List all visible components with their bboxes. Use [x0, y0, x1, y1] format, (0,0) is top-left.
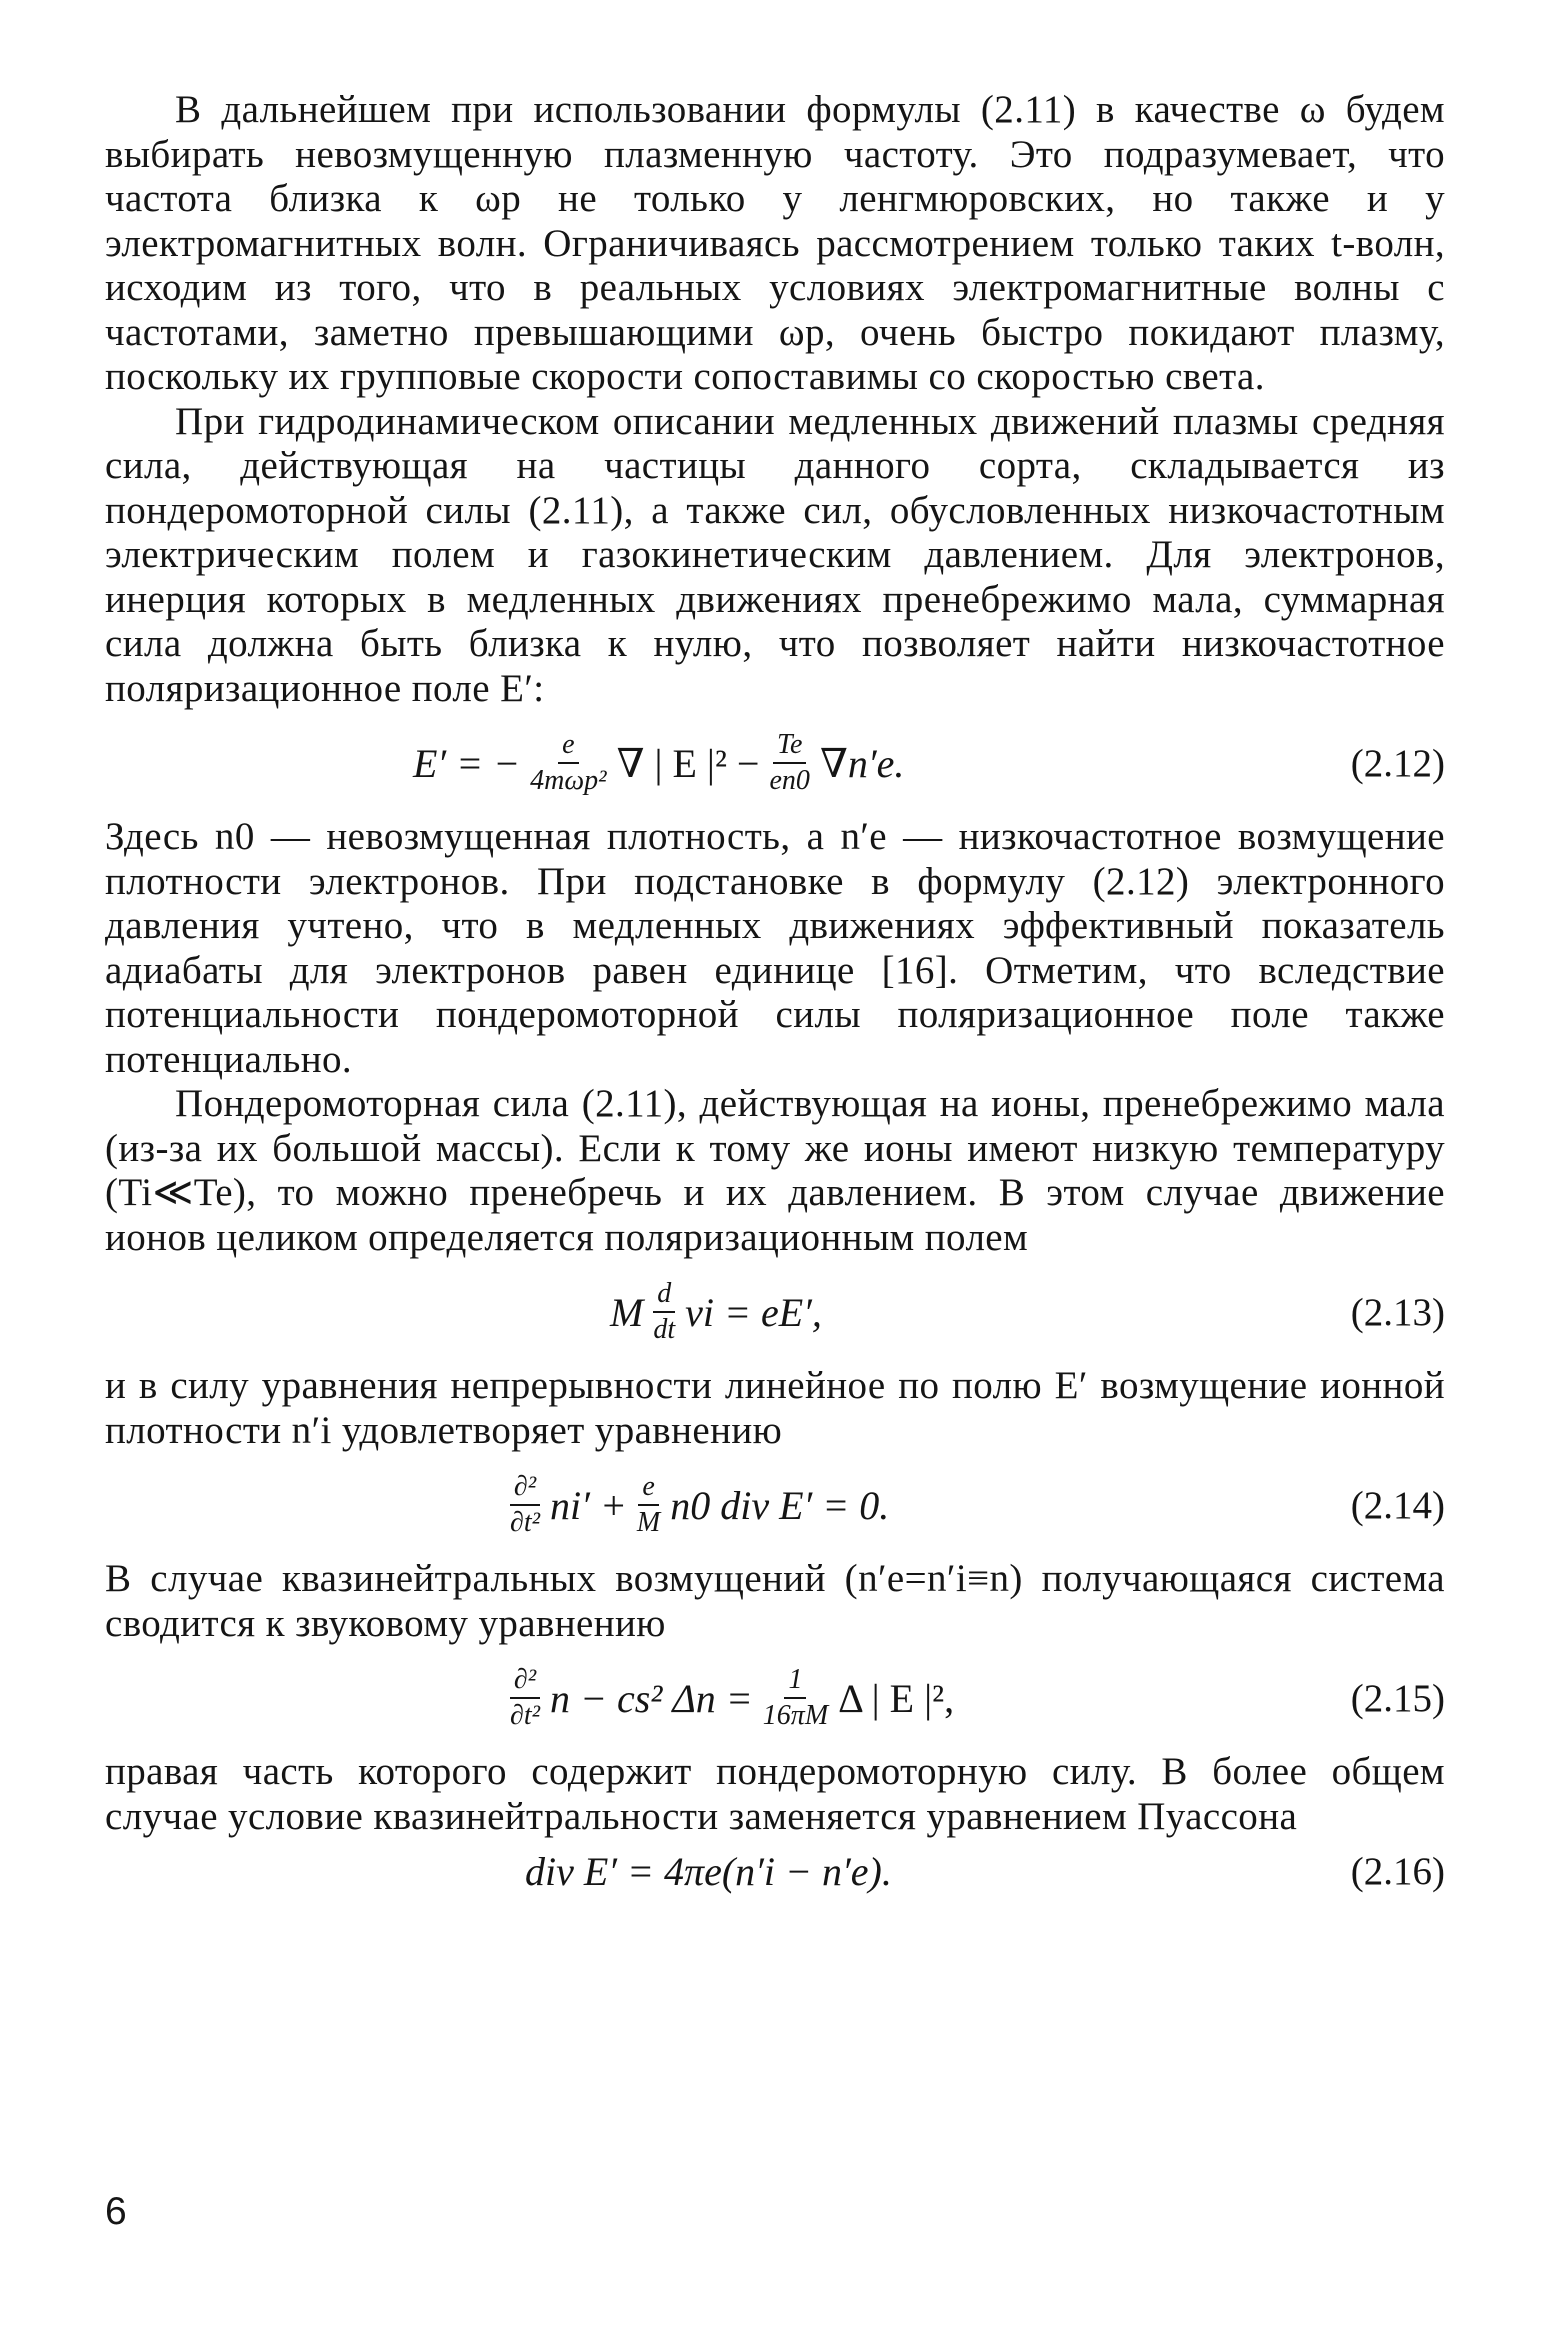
- equation-2-16: [105, 1839, 1445, 1903]
- eq212-f1-denominator: 4mωp²: [530, 765, 607, 796]
- eq212-fraction-2: [766, 728, 814, 798]
- eq214-f1-numerator: ∂²: [510, 1470, 540, 1506]
- paragraph-3: Здесь n0 — невозмущенная плотность, а n′e — низкочастотное возмущение плотности электронов. При подстановке в формулу (2.12) электронного давления учтено, что в медленных движениях эффективный показатель адиабаты для электронов равен единице [16]. Отметим, что вследствие потенциальности пондеромоторной силы поляризационное поле также потенциально.: [105, 815, 1445, 1081]
- paragraph-7: правая часть которого содержит пондеромоторную силу. В более общем случае условие квазинейтральности заменяется уравнением Пуассона: [105, 1750, 1445, 1838]
- page-body: [105, 88, 1445, 1903]
- eq214-f1-denominator: ∂t²: [510, 1507, 541, 1538]
- eq214-f2-denominator: M: [636, 1507, 661, 1538]
- eq215-f1-numerator: ∂²: [510, 1663, 540, 1699]
- eq215-fraction-2: [759, 1663, 832, 1733]
- eq213-denominator: dt: [653, 1314, 676, 1345]
- eq215-middle: n − cs² Δn =: [550, 1675, 753, 1721]
- eq214-fraction-2: [633, 1470, 664, 1540]
- eq216-number: (2.16): [1350, 1849, 1445, 1893]
- eq213-lhs: M: [610, 1289, 644, 1335]
- eq214-middle: ni′ +: [550, 1482, 627, 1528]
- equation-2-13: [105, 1260, 1445, 1364]
- paragraph-4: Пондеромоторная сила (2.11), действующая на ионы, пренебрежимо мала (из-за их большой массы). Если к тому же ионы имеют низкую температуру (Ti≪Te), то можно пренебречь и их давлением. В этом случае движение ионов целиком определяется поляризационным полем: [105, 1082, 1445, 1259]
- eq212-f2-denominator: en0: [769, 765, 810, 796]
- eq215-tail: Δ | E |²,: [838, 1675, 955, 1721]
- paragraph-2: При гидродинамическом описании медленных движений плазмы средняя сила, действующая на частицы данного сорта, складывается из пондеромоторной силы (2.11), а также сил, обусловленных низкочастотным электрическим полем и газокинетическим давлением. Для электронов, инерция которых в медленных движениях пренебрежимо мала, суммарная сила должна быть близка к нулю, что позволяет найти низкочастотное поляризационное поле E′:: [105, 399, 1445, 710]
- eq213-rhs: vi = eE′,: [685, 1289, 822, 1335]
- eq215-f1-denominator: ∂t²: [510, 1700, 541, 1731]
- eq214-number: (2.14): [1350, 1483, 1445, 1527]
- eq214-f2-numerator: e: [638, 1470, 658, 1506]
- eq212-tail: ∇n′e.: [819, 740, 905, 786]
- eq212-fraction-1: [526, 728, 610, 798]
- eq213-fraction: [649, 1277, 679, 1347]
- eq215-f2-numerator: 1: [784, 1663, 806, 1699]
- page-number: 6: [105, 2190, 127, 2233]
- eq212-number: (2.12): [1350, 741, 1445, 785]
- eq216-text: div E′ = 4πe(n′i − n′e).: [525, 1848, 892, 1894]
- eq212-f2-numerator: Te: [773, 728, 806, 764]
- paragraph-1: В дальнейшем при использовании формулы (2.11) в качестве ω будем выбирать невозмущенную плазменную частоту. Это подразумевает, что частота близка к ωp не только у ленгмюровских, но также и у электромагнитных волн. Ограничиваясь рассмотрением только таких t-волн, исходим из того, что в реальных условиях электромагнитные волны с частотами, заметно превышающими ωp, очень быстро покидают плазму, поскольку их групповые скорости сопоставимы со скоростью света.: [105, 88, 1445, 398]
- eq214-tail: n0 div E′ = 0.: [670, 1482, 890, 1528]
- eq215-f2-denominator: 16πM: [762, 1700, 829, 1731]
- paragraph-6: В случае квазинейтральных возмущений (n′e=n′i≡n) получающаяся система сводится к звуковому уравнению: [105, 1557, 1445, 1645]
- paragraph-5: и в силу уравнения непрерывности линейное по полю E′ возмущение ионной плотности n′i удовлетворяет уравнению: [105, 1364, 1445, 1452]
- eq212-lhs: E′ = −: [413, 740, 521, 786]
- eq213-number: (2.13): [1350, 1290, 1445, 1334]
- eq213-numerator: d: [653, 1277, 675, 1313]
- eq214-fraction-1: [506, 1470, 544, 1540]
- eq212-f1-numerator: e: [558, 728, 578, 764]
- eq215-number: (2.15): [1350, 1676, 1445, 1720]
- equation-2-14: [105, 1453, 1445, 1557]
- equation-2-12: [105, 711, 1445, 815]
- eq212-middle: ∇ | E |² −: [616, 740, 760, 786]
- eq215-fraction-1: [506, 1663, 544, 1733]
- equation-2-15: [105, 1646, 1445, 1750]
